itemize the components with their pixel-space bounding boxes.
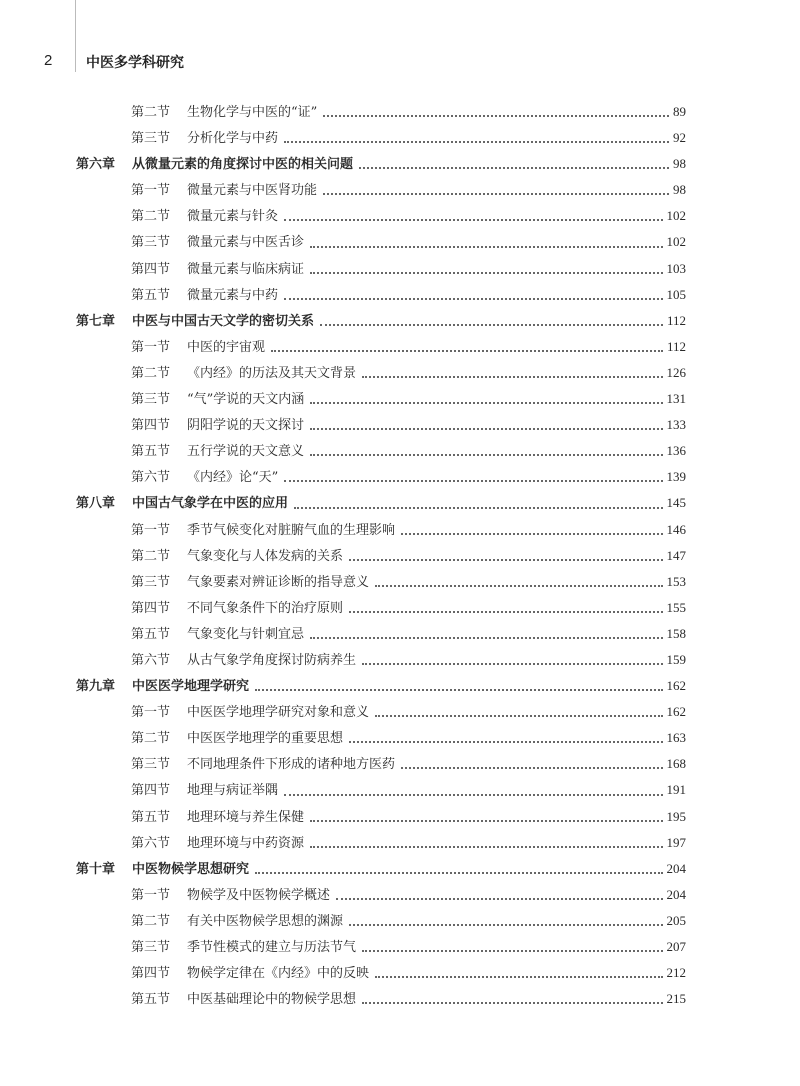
dot-leader [349,559,662,561]
dot-leader [323,193,669,195]
entry-title: 中医医学地理学研究对象和意义 [187,705,370,721]
dot-leader [310,454,662,456]
entry-title: 物候学及中医物候学概述 [187,887,331,903]
entry-label: 第四节 [131,783,171,799]
dot-leader [349,741,662,743]
entry-label: 第八章 [76,496,116,512]
entry-label: 第一节 [131,522,171,538]
dot-leader [310,428,662,430]
dot-leader [362,376,662,378]
entry-label: 第十章 [76,861,116,877]
entry-label: 第二节 [131,913,171,929]
entry-title: 季节气候变化对脏腑气血的生理影响 [187,522,396,538]
toc-section-entry [76,806,686,832]
dot-leader [310,637,662,639]
entry-label: 第二节 [131,209,171,225]
entry-page: 133 [666,417,686,433]
entry-page: 126 [666,364,686,380]
entry-title: 微量元素与临床病证 [187,261,305,277]
entry-title: 不同气象条件下的治疗原则 [187,600,344,616]
entry-title: 中医基础理论中的物候学思想 [187,992,357,1008]
entry-page: 162 [666,704,686,720]
entry-page: 163 [666,730,686,746]
entry-title: 从微量元素的角度探讨中医的相关问题 [132,157,354,173]
toc-section-entry [76,779,686,805]
dot-leader [401,533,662,535]
toc-section-entry [76,101,686,127]
toc-section-entry [76,231,686,257]
dot-leader [375,715,662,717]
dot-leader [362,1002,662,1004]
toc-section-entry [76,545,686,571]
toc-section-entry [76,440,686,466]
entry-label: 第六节 [131,835,171,851]
entry-page: 205 [666,912,686,928]
entry-title: 季节性模式的建立与历法节气 [187,940,357,955]
dot-leader [310,246,662,248]
entry-page: 98 [673,156,686,172]
dot-leader [362,950,662,952]
toc-section-entry [76,988,686,1014]
toc-chapter-entry [76,675,686,701]
entry-title: 中医的宇宙观 [187,339,266,355]
dot-leader [294,507,662,509]
entry-title: 中医与中国古天文学的密切关系 [132,313,315,329]
entry-label: 第一节 [131,705,171,721]
entry-title: 微量元素与中医舌诊 [187,235,305,251]
entry-label: 第二节 [131,731,171,747]
entry-title: 地理与病证举隅 [187,783,279,799]
dot-leader [310,846,662,848]
toc-chapter-entry [76,492,686,518]
entry-label: 第四节 [131,600,171,616]
entry-page: 204 [666,886,686,902]
entry-title: 从古气象学角度探讨防病养生 [187,652,357,668]
entry-page: 162 [666,678,686,694]
entry-title: 中医医学地理学的重要思想 [187,731,344,747]
entry-page: 155 [666,599,686,615]
dot-leader [284,219,662,221]
toc-section-entry [76,884,686,910]
entry-page: 131 [666,391,686,407]
entry-title: 《内经》的历法及其天文背景 [187,365,357,381]
page-number: 2 [44,52,53,69]
toc-section-entry [76,414,686,440]
entry-label: 第三节 [131,940,171,955]
toc-chapter-entry [76,153,686,179]
entry-label: 第九章 [76,679,116,695]
dot-leader [362,663,662,665]
entry-page: 145 [666,495,686,511]
entry-page: 136 [666,443,686,459]
entry-label: 第一节 [131,183,171,199]
entry-title: 地理环境与养生保健 [187,809,305,825]
entry-page: 92 [673,130,686,146]
entry-label: 第三节 [131,392,171,408]
toc-section-entry [76,205,686,231]
entry-page: 207 [666,939,686,954]
toc-section-entry [76,127,686,153]
table-of-contents [76,101,686,1014]
dot-leader [349,611,662,613]
entry-title: 气象变化与针刺宜忌 [187,626,305,642]
entry-title: 不同地理条件下形成的诸种地方医药 [187,757,396,773]
toc-section-entry [76,597,686,623]
entry-page: 159 [666,651,686,667]
dot-leader [255,872,662,874]
entry-title: 阴阳学说的天文探讨 [187,418,305,434]
entry-title: “气”学说的天文内涵 [187,392,305,408]
entry-title: 微量元素与中药 [187,287,279,303]
entry-page: 103 [666,260,686,276]
toc-section-entry [76,388,686,414]
entry-page: 89 [673,104,686,119]
dot-leader [320,324,663,326]
toc-section-entry [76,753,686,779]
entry-title: 五行学说的天文意义 [187,444,305,460]
toc-section-entry [76,362,686,388]
entry-title: 《内经》论“天” [187,470,279,486]
entry-label: 第六章 [76,157,116,173]
toc-chapter-entry [76,310,686,336]
entry-title: 中国古气象学在中医的应用 [132,496,289,512]
entry-label: 第五节 [131,992,171,1008]
entry-title: 分析化学与中药 [187,131,279,147]
entry-page: 102 [666,208,686,224]
dot-leader [284,480,662,482]
entry-label: 第二节 [131,365,171,381]
entry-page: 147 [666,547,686,563]
entry-label: 第五节 [131,444,171,460]
toc-chapter-entry [76,858,686,884]
dot-leader [255,689,662,691]
entry-title: 中医医学地理学研究 [132,679,250,695]
entry-page: 191 [666,782,686,798]
toc-section-entry [76,962,686,988]
toc-section-entry [76,179,686,205]
dot-leader [310,272,662,274]
entry-label: 第六节 [131,470,171,486]
entry-label: 第一节 [131,887,171,903]
entry-page: 112 [666,338,686,354]
entry-title: 物候学定律在《内经》中的反映 [187,966,370,982]
entry-page: 139 [666,469,686,485]
entry-page: 197 [666,834,686,850]
entry-page: 158 [666,625,686,641]
entry-label: 第四节 [131,966,171,982]
dot-leader [271,350,663,352]
dot-leader [375,585,662,587]
entry-page: 112 [666,312,686,328]
entry-label: 第六节 [131,652,171,668]
entry-page: 153 [666,573,686,589]
entry-title: 有关中医物候学思想的渊源 [187,913,344,929]
dot-leader [284,298,662,300]
entry-label: 第五节 [131,626,171,642]
toc-section-entry [76,727,686,753]
entry-label: 第五节 [131,287,171,303]
dot-leader [375,976,662,978]
toc-section-entry [76,832,686,858]
entry-title: 地理环境与中药资源 [187,835,305,851]
dot-leader [284,794,662,796]
entry-title: 气象变化与人体发病的关系 [187,548,344,564]
dot-leader [323,115,669,117]
entry-title: 微量元素与针灸 [187,209,279,225]
entry-page: 215 [666,991,686,1007]
entry-title: 中医物候学思想研究 [132,861,250,877]
entry-page: 98 [673,182,686,198]
entry-label: 第七章 [76,313,116,329]
toc-section-entry [76,258,686,284]
entry-label: 第四节 [131,418,171,434]
book-title: 中医多学科研究 [86,55,184,71]
entry-title: 生物化学与中医的“证” [187,105,318,120]
entry-page: 204 [666,860,686,876]
toc-section-entry [76,623,686,649]
entry-page: 102 [666,234,686,250]
dot-leader [401,767,662,769]
toc-section-entry [76,284,686,310]
entry-page: 105 [666,286,686,302]
entry-page: 168 [666,756,686,772]
entry-title: 微量元素与中医肾功能 [187,183,318,199]
toc-section-entry [76,910,686,936]
dot-leader [349,924,662,926]
entry-label: 第五节 [131,809,171,825]
entry-page: 212 [666,965,686,981]
toc-section-entry [76,571,686,597]
entry-page: 146 [666,521,686,537]
dot-leader [310,820,662,822]
dot-leader [310,402,662,404]
header-divider [75,0,76,72]
dot-leader [359,167,669,169]
toc-section-entry [76,336,686,362]
entry-label: 第三节 [131,235,171,251]
toc-section-entry [76,466,686,492]
entry-label: 第一节 [131,339,171,355]
entry-title: 气象要素对辨证诊断的指导意义 [187,574,370,590]
entry-page: 195 [666,808,686,824]
entry-label: 第三节 [131,574,171,590]
entry-label: 第三节 [131,131,171,147]
entry-label: 第三节 [131,757,171,773]
entry-label: 第二节 [131,105,171,120]
toc-section-entry [76,936,686,962]
dot-leader [284,141,669,143]
dot-leader [336,898,662,900]
toc-section-entry [76,519,686,545]
toc-section-entry [76,701,686,727]
entry-label: 第二节 [131,548,171,564]
entry-label: 第四节 [131,261,171,277]
toc-section-entry [76,649,686,675]
